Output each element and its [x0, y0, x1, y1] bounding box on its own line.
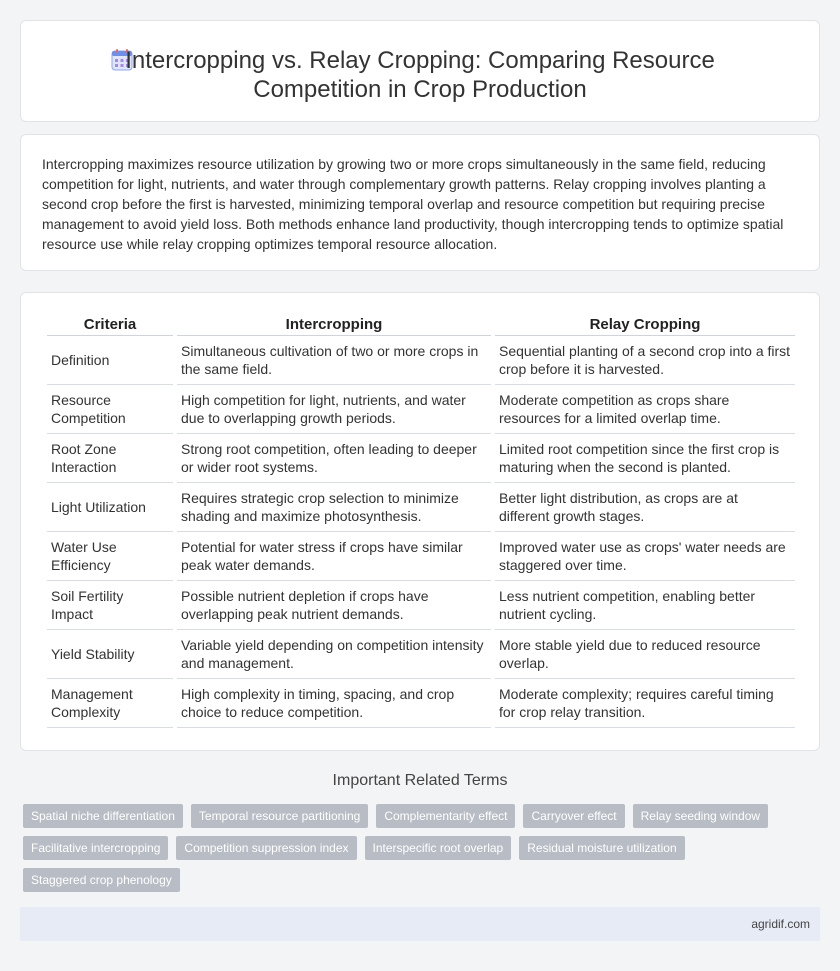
related-terms-title: Important Related Terms [332, 772, 508, 789]
table-row [47, 581, 795, 630]
criteria-cell: Water Use Efficiency [47, 532, 173, 581]
intercropping-cell: Potential for water stress if crops have similar peak water demands. [177, 532, 491, 581]
criteria-cell: Management Complexity [47, 679, 173, 728]
related-term-tag[interactable]: Facilitative intercropping [23, 836, 168, 860]
intercropping-cell: Requires strategic crop selection to minimize shading and maximize photosynthesis. [177, 483, 491, 532]
criteria-cell: Resource Competition [47, 385, 173, 434]
criteria-cell: Light Utilization [47, 483, 173, 532]
footer [20, 907, 820, 941]
title-card [20, 20, 820, 122]
header-relay-cropping: Relay Cropping [495, 315, 795, 336]
header-intercropping: Intercropping [177, 315, 491, 336]
related-term-tag[interactable]: Spatial niche differentiation [23, 804, 183, 828]
relay-cropping-cell: Less nutrient competition, enabling better nutrient cycling. [495, 581, 795, 630]
table-header-row [47, 315, 795, 336]
intercropping-cell: Possible nutrient depletion if crops have overlapping peak nutrient demands. [177, 581, 491, 630]
related-term-tag[interactable]: Carryover effect [523, 804, 624, 828]
comparison-table-card [20, 292, 820, 751]
relay-cropping-cell: Moderate complexity; requires careful timing for crop relay transition. [495, 679, 795, 728]
criteria-cell: Definition [47, 336, 173, 385]
table-row [47, 336, 795, 385]
relay-cropping-cell: Improved water use as crops' water needs are staggered over time. [495, 532, 795, 581]
related-term-tag[interactable]: Temporal resource partitioning [191, 804, 368, 828]
intercropping-cell: Simultaneous cultivation of two or more crops in the same field. [177, 336, 491, 385]
table-row [47, 532, 795, 581]
table-row [47, 630, 795, 679]
relay-cropping-cell: Moderate competition as crops share resources for a limited overlap time. [495, 385, 795, 434]
relay-cropping-cell: Limited root competition since the first crop is maturing when the second is planted. [495, 434, 795, 483]
intro-paragraph: Intercropping maximizes resource utilization by growing two or more crops simultaneously in the same field, reducing competition for light, nutrients, and water through complementary growth patterns. Relay cropping involves planting a second crop before the first is harvested, minimizing temporal overlap and resource competition but requiring precise management to avoid yield loss. Both methods enhance land productivity, though intercropping tends to optimize spatial resource use while relay cropping optimizes temporal resource allocation. [42, 156, 784, 252]
intercropping-cell: High complexity in timing, spacing, and crop choice to reduce competition. [177, 679, 491, 728]
related-term-tag[interactable]: Staggered crop phenology [23, 868, 180, 892]
related-terms-list [23, 804, 803, 892]
page-title: Intercropping vs. Relay Cropping: Comparing Resource Competition in Crop Production [125, 47, 715, 103]
table-row [47, 483, 795, 532]
footer-site-link[interactable]: agridif.com [751, 917, 810, 931]
relay-cropping-cell: Better light distribution, as crops are at different growth stages. [495, 483, 795, 532]
comparison-table [43, 315, 799, 728]
intro-card [20, 134, 820, 271]
criteria-cell: Root Zone Interaction [47, 434, 173, 483]
related-term-tag[interactable]: Competition suppression index [176, 836, 356, 860]
intercropping-cell: High competition for light, nutrients, and water due to overlapping growth periods. [177, 385, 491, 434]
header-criteria: Criteria [47, 315, 173, 336]
intercropping-cell: Variable yield depending on competition intensity and management. [177, 630, 491, 679]
table-row [47, 385, 795, 434]
related-term-tag[interactable]: Interspecific root overlap [365, 836, 512, 860]
related-term-tag[interactable]: Relay seeding window [633, 804, 768, 828]
criteria-cell: Yield Stability [47, 630, 173, 679]
table-row [47, 679, 795, 728]
relay-cropping-cell: Sequential planting of a second crop into a first crop before it is harvested. [495, 336, 795, 385]
table-row [47, 434, 795, 483]
related-term-tag[interactable]: Complementarity effect [376, 804, 515, 828]
intercropping-cell: Strong root competition, often leading to deeper or wider root systems. [177, 434, 491, 483]
relay-cropping-cell: More stable yield due to reduced resource overlap. [495, 630, 795, 679]
criteria-cell: Soil Fertility Impact [47, 581, 173, 630]
related-term-tag[interactable]: Residual moisture utilization [519, 836, 684, 860]
